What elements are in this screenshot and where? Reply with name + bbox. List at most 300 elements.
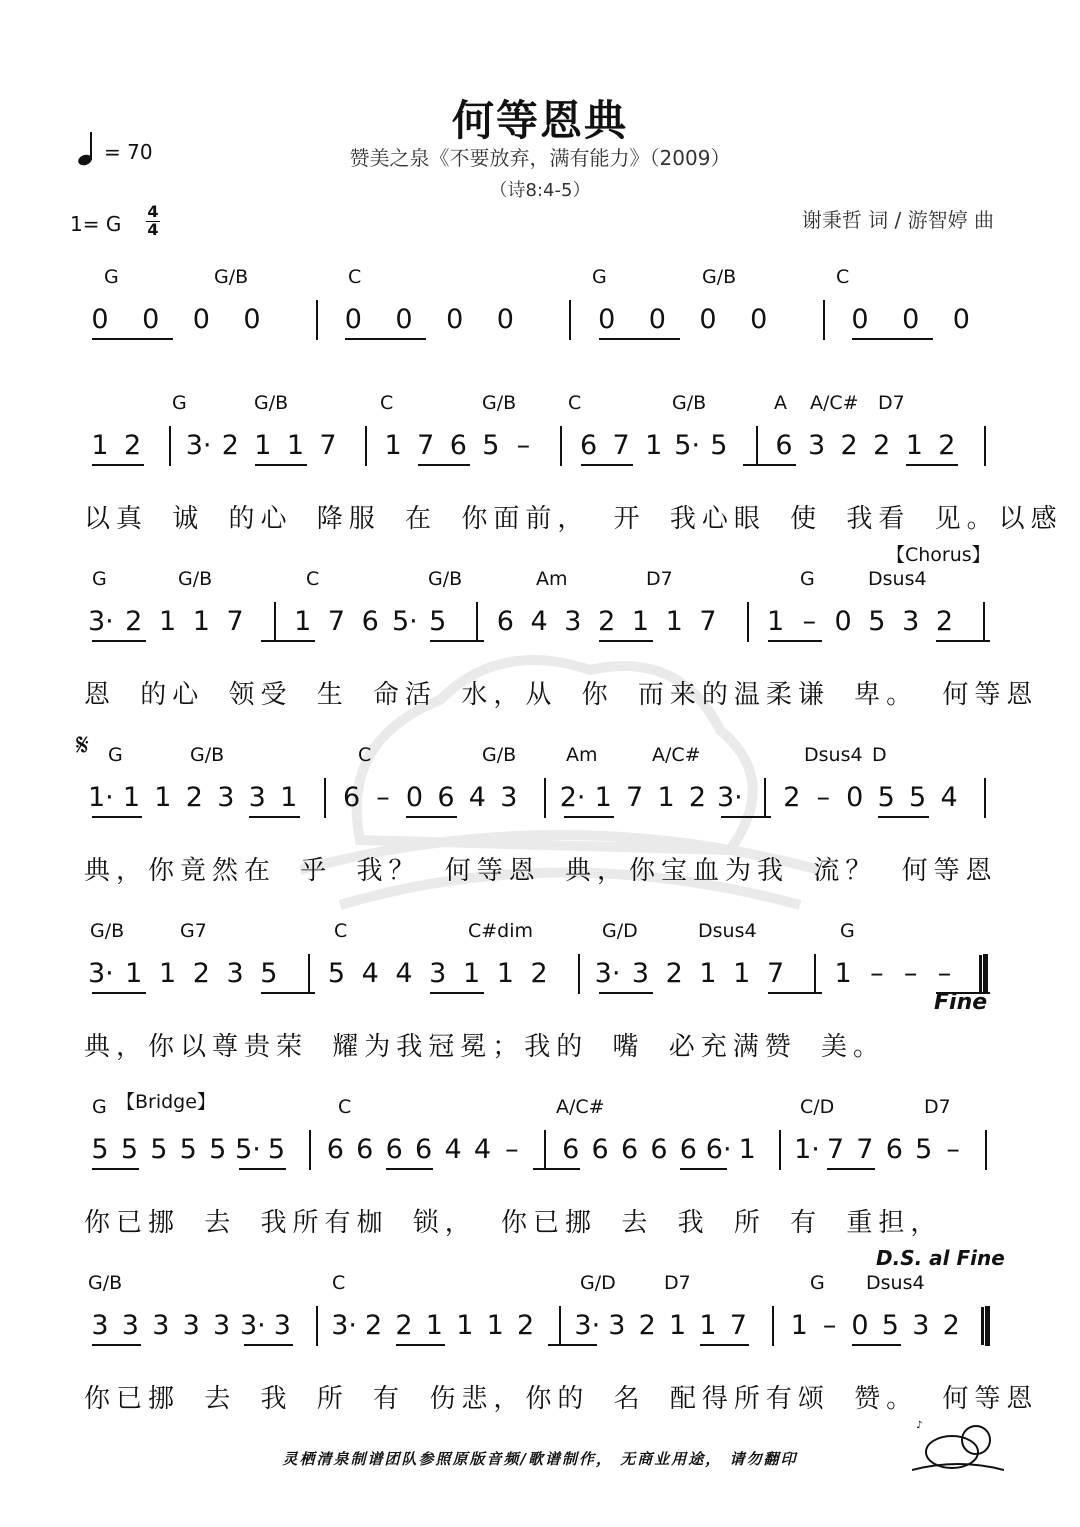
note: 1 bbox=[905, 430, 923, 461]
note-row bbox=[0, 1310, 1080, 1370]
note-row bbox=[0, 958, 1080, 1018]
note: 3 bbox=[217, 782, 235, 813]
note: 3· bbox=[240, 1310, 266, 1341]
chord-symbol: G/B bbox=[90, 920, 125, 942]
note: 4 bbox=[395, 958, 413, 989]
chord-symbol: D7 bbox=[878, 392, 905, 414]
fine-marker: Fine bbox=[934, 990, 988, 1015]
album-source: 赞美之泉《不要放弃，满有能力》（2009） bbox=[349, 146, 731, 170]
chord-symbol: D7 bbox=[924, 1096, 951, 1118]
chord-symbol: G/B bbox=[254, 392, 289, 414]
note: 6 bbox=[326, 1134, 344, 1165]
note: 3· bbox=[88, 606, 114, 637]
note: 7 bbox=[319, 430, 337, 461]
note: 1 bbox=[669, 1310, 687, 1341]
note: 3· bbox=[331, 1310, 357, 1341]
note: 5 bbox=[482, 430, 500, 461]
note: 1 bbox=[631, 606, 650, 637]
note: 3 bbox=[564, 606, 582, 637]
note: 3· bbox=[185, 430, 212, 461]
note: 1 bbox=[462, 958, 481, 989]
note: 2 bbox=[688, 782, 707, 813]
credits: 谢秉哲 词 / 游智婷 曲 bbox=[801, 208, 994, 232]
beam-underline bbox=[92, 1344, 141, 1346]
chord-symbol: Dsus4 bbox=[866, 1272, 925, 1294]
note: 0 bbox=[142, 304, 160, 335]
note-row bbox=[0, 782, 1080, 842]
note: 3 bbox=[902, 606, 920, 637]
svg-text:♪: ♪ bbox=[916, 1420, 923, 1431]
chord-symbol: G bbox=[810, 1272, 825, 1294]
beam-underline bbox=[92, 464, 144, 466]
bar-line bbox=[569, 300, 571, 340]
note: 6 bbox=[385, 1134, 403, 1165]
beam-underline bbox=[581, 464, 633, 466]
chord-symbol: A/C# bbox=[652, 744, 701, 766]
note-row bbox=[0, 430, 1080, 490]
note: 0 bbox=[243, 304, 261, 335]
note: 2 bbox=[783, 782, 801, 813]
chord-symbol: C#dim bbox=[468, 920, 534, 942]
key-signature: 1= G bbox=[70, 212, 122, 236]
beam-underline bbox=[852, 1344, 901, 1346]
note: 1 bbox=[486, 1310, 504, 1341]
beam-underline bbox=[680, 1168, 727, 1170]
note: 5 bbox=[179, 1134, 197, 1165]
beam-underline bbox=[92, 816, 142, 818]
chord-symbol: G/B bbox=[428, 568, 463, 590]
chord-symbol: C bbox=[348, 266, 362, 288]
beam-underline bbox=[599, 640, 653, 642]
beam-underline bbox=[239, 1168, 286, 1170]
note: 4 bbox=[468, 782, 486, 813]
bar-line bbox=[309, 1130, 311, 1170]
note: – bbox=[946, 1134, 960, 1165]
chord-symbol: G/B bbox=[672, 392, 707, 414]
beam-underline bbox=[906, 464, 958, 466]
beam-underline bbox=[852, 338, 933, 340]
chord-symbol: G bbox=[800, 568, 815, 590]
sheep-logo-icon bbox=[912, 1418, 1004, 1474]
note: 6 bbox=[650, 1134, 668, 1165]
beam-underline bbox=[418, 464, 470, 466]
beam-underline bbox=[92, 1168, 139, 1170]
chord-symbol: C bbox=[332, 1272, 346, 1294]
note: 0 bbox=[846, 782, 864, 813]
bar-line bbox=[756, 426, 758, 466]
chord-symbol: G/B bbox=[214, 266, 249, 288]
note: 6 bbox=[775, 430, 793, 461]
chord-symbol: G/B bbox=[190, 744, 225, 766]
note: 1 bbox=[699, 958, 717, 989]
note: 3 bbox=[91, 1310, 109, 1341]
chord-symbol: Dsus4 bbox=[868, 568, 927, 590]
note: 2 bbox=[665, 958, 683, 989]
beam-underline bbox=[261, 640, 315, 642]
note: 2 bbox=[638, 1310, 656, 1341]
note: 2 bbox=[598, 606, 616, 637]
note: 6 bbox=[415, 1134, 433, 1165]
note: 1 bbox=[790, 1310, 808, 1341]
bar-line bbox=[169, 426, 171, 466]
note: 2 bbox=[517, 1310, 535, 1341]
note: 3 bbox=[912, 1310, 930, 1341]
note: 6 bbox=[361, 606, 379, 637]
note: 5 bbox=[327, 958, 346, 989]
beam-underline bbox=[599, 338, 680, 340]
bar-line bbox=[316, 1306, 318, 1346]
bar-line bbox=[983, 602, 985, 642]
note: 3· bbox=[716, 782, 743, 813]
lyric-line: 恩 的心 领受 生 命活 水，从 你 而来的温柔谦 卑。 何等恩 bbox=[84, 680, 1039, 710]
note: 2 bbox=[873, 430, 891, 461]
bar-line bbox=[559, 1306, 561, 1346]
note: 1 bbox=[766, 606, 785, 637]
segno-icon: 𝄋 bbox=[76, 728, 89, 763]
chord-symbol: G7 bbox=[180, 920, 207, 942]
note: 2 bbox=[123, 430, 142, 461]
chord-symbol: G bbox=[108, 744, 123, 766]
chord-symbol: A/C# bbox=[810, 392, 859, 414]
note: 3 bbox=[213, 1310, 231, 1341]
beam-underline bbox=[768, 640, 822, 642]
bar-line bbox=[308, 954, 310, 994]
note: 0 bbox=[344, 304, 362, 335]
note: 6 bbox=[579, 430, 598, 461]
beam-underline bbox=[721, 816, 771, 818]
note: 3· bbox=[594, 958, 621, 989]
note: 0 bbox=[834, 606, 852, 637]
beam-underline bbox=[548, 1344, 597, 1346]
note: 7 bbox=[856, 1134, 874, 1165]
note: 3 bbox=[429, 958, 447, 989]
note: 0 bbox=[851, 304, 869, 335]
note: 5· bbox=[235, 1134, 261, 1165]
beam-underline bbox=[599, 992, 653, 994]
note: 1 bbox=[733, 958, 751, 989]
note: 5 bbox=[909, 782, 927, 813]
lyric-line: 以真 诚 的心 降服 在 你面前， 开 我心眼 使 我看 见。以感 bbox=[84, 504, 1063, 534]
note: 2 bbox=[938, 430, 956, 461]
note: 1 bbox=[657, 782, 675, 813]
note: 5 bbox=[260, 958, 278, 989]
chord-symbol: C bbox=[334, 920, 348, 942]
bar-line bbox=[578, 954, 580, 994]
note: 4 bbox=[361, 958, 379, 989]
note: 0 bbox=[851, 1310, 869, 1341]
chord-symbol: D7 bbox=[664, 1272, 691, 1294]
chord-symbol: C bbox=[836, 266, 850, 288]
note: 3· bbox=[574, 1310, 601, 1341]
note: 7 bbox=[327, 606, 346, 637]
note: 1 bbox=[294, 606, 312, 637]
chord-symbol: Am bbox=[566, 744, 598, 766]
chord-symbol: C/D bbox=[800, 1096, 835, 1118]
note: 6 bbox=[620, 1134, 639, 1165]
note: 6 bbox=[885, 1134, 903, 1165]
note: 1 bbox=[456, 1310, 474, 1341]
beam-underline bbox=[244, 1344, 293, 1346]
note: 4 bbox=[940, 782, 958, 813]
beam-underline bbox=[92, 338, 173, 340]
note: 1 bbox=[91, 430, 109, 461]
note: 5 bbox=[120, 1134, 138, 1165]
note: 2 bbox=[185, 782, 203, 813]
chord-symbol: A/C# bbox=[556, 1096, 605, 1118]
beam-underline bbox=[768, 992, 822, 994]
note: 6 bbox=[342, 782, 361, 813]
note: – bbox=[937, 958, 952, 989]
note: 7 bbox=[766, 958, 785, 989]
note: 5· bbox=[674, 430, 701, 461]
note: 0 bbox=[91, 304, 109, 335]
beam-underline bbox=[255, 464, 307, 466]
note: 5 bbox=[429, 606, 447, 637]
note: 1 bbox=[254, 430, 272, 461]
note: 5 bbox=[91, 1134, 109, 1165]
chord-symbol: G bbox=[840, 920, 855, 942]
note: 6 bbox=[591, 1134, 609, 1165]
beam-underline bbox=[345, 338, 426, 340]
note: 6 bbox=[356, 1134, 374, 1165]
note: 1 bbox=[192, 606, 210, 637]
note: 1 bbox=[158, 606, 177, 637]
lyric-line: 你已挪 去 我所有枷 锁， 你已挪 去 我 所 有 重担， bbox=[84, 1208, 943, 1238]
chord-symbol: G bbox=[92, 568, 107, 590]
note: 1 bbox=[594, 782, 612, 813]
note: 0 bbox=[952, 304, 970, 335]
beam-underline bbox=[92, 640, 146, 642]
note: 5 bbox=[915, 1134, 933, 1165]
note: 6· bbox=[705, 1134, 732, 1165]
beam-underline bbox=[936, 640, 990, 642]
note: 0 bbox=[405, 782, 424, 813]
bar-line bbox=[274, 602, 276, 642]
bar-line bbox=[365, 426, 367, 466]
note: 1 bbox=[496, 958, 514, 989]
note: 3 bbox=[807, 430, 826, 461]
bar-line bbox=[560, 426, 562, 466]
note: 3 bbox=[152, 1310, 170, 1341]
bar-line bbox=[544, 1130, 546, 1170]
note: – bbox=[802, 606, 817, 637]
note: 7 bbox=[612, 430, 630, 461]
note: 6 bbox=[449, 430, 467, 461]
bar-line bbox=[772, 1306, 774, 1346]
note: 3 bbox=[121, 1310, 139, 1341]
note: 2 bbox=[395, 1310, 413, 1341]
note: 4 bbox=[473, 1134, 492, 1165]
chord-symbol: G bbox=[592, 266, 607, 288]
chord-symbol: Am bbox=[536, 568, 568, 590]
note: 1 bbox=[125, 958, 143, 989]
note: 3 bbox=[248, 782, 266, 813]
note: 1 bbox=[280, 782, 298, 813]
chord-symbol: G bbox=[104, 266, 119, 288]
beam-underline bbox=[827, 1168, 874, 1170]
chord-symbol: C bbox=[338, 1096, 352, 1118]
bar-line bbox=[764, 778, 766, 818]
note: – bbox=[516, 430, 531, 461]
beam-underline bbox=[386, 1168, 433, 1170]
beam-underline bbox=[406, 816, 456, 818]
song-title: 何等恩典 bbox=[451, 96, 628, 145]
chord-symbol: G/B bbox=[702, 266, 737, 288]
beam-underline bbox=[261, 992, 315, 994]
note: 3 bbox=[273, 1310, 291, 1341]
note: 6 bbox=[562, 1134, 580, 1165]
note: 1 bbox=[665, 606, 683, 637]
beam-underline bbox=[878, 816, 928, 818]
bridge-marker: 【Bridge】 bbox=[116, 1091, 216, 1113]
note: 1 bbox=[645, 430, 663, 461]
chord-symbol: G bbox=[172, 392, 187, 414]
bar-line bbox=[779, 1130, 781, 1170]
chord-symbol: Dsus4 bbox=[804, 744, 863, 766]
chord-symbol: G bbox=[92, 1096, 107, 1118]
bar-line bbox=[324, 778, 326, 818]
note: 0 bbox=[902, 304, 920, 335]
chord-symbol: C bbox=[306, 568, 320, 590]
chord-symbol: G/B bbox=[88, 1272, 123, 1294]
note: 7 bbox=[626, 782, 644, 813]
note-row bbox=[0, 1134, 1080, 1194]
note: 0 bbox=[648, 304, 666, 335]
chord-symbol: C bbox=[568, 392, 582, 414]
note: 0 bbox=[598, 304, 616, 335]
note: 1· bbox=[794, 1134, 820, 1165]
note: 6 bbox=[496, 606, 514, 637]
bar-line bbox=[823, 300, 825, 340]
note: 5 bbox=[710, 430, 728, 461]
note: 0 bbox=[192, 304, 210, 335]
ds-al-fine-marker: D.S. al Fine bbox=[876, 1246, 1005, 1270]
lyric-line: 你已挪 去 我 所 有 伤悲，你的 名 配得所有颂 赞。 何等恩 bbox=[84, 1384, 1039, 1414]
note: 5 bbox=[868, 606, 886, 637]
note: 1 bbox=[699, 1310, 717, 1341]
lyric-line: 典，你竟然在 乎 我？ 何等恩 典，你宝血为我 流？ 何等恩 bbox=[84, 856, 998, 886]
chord-symbol: C bbox=[380, 392, 394, 414]
beam-underline bbox=[700, 1344, 749, 1346]
note: 1 bbox=[384, 430, 402, 461]
note: 7 bbox=[729, 1310, 747, 1341]
time-signature: 4 4 bbox=[147, 202, 159, 239]
bar-line bbox=[984, 778, 986, 818]
note: 5 bbox=[209, 1134, 227, 1165]
bar-line bbox=[316, 300, 318, 340]
beam-underline bbox=[249, 816, 299, 818]
note: 6 bbox=[679, 1134, 697, 1165]
note: 7 bbox=[226, 606, 244, 637]
note: 3 bbox=[182, 1310, 200, 1341]
note: – bbox=[376, 782, 390, 813]
note: 2 bbox=[935, 606, 954, 637]
note: 1 bbox=[158, 958, 177, 989]
chord-symbol: A bbox=[774, 392, 787, 414]
note: 0 bbox=[699, 304, 717, 335]
note: 6 bbox=[437, 782, 455, 813]
note: 2 bbox=[942, 1310, 960, 1341]
note: 5 bbox=[881, 1310, 899, 1341]
chord-symbol: G/B bbox=[178, 568, 213, 590]
note: 5 bbox=[150, 1134, 168, 1165]
note: 1 bbox=[738, 1134, 756, 1165]
note: 5· bbox=[392, 606, 418, 637]
beam-underline bbox=[533, 1168, 580, 1170]
tempo-marking: = 70 bbox=[104, 140, 153, 164]
note: 2 bbox=[530, 958, 548, 989]
note: 7 bbox=[826, 1134, 845, 1165]
note: – bbox=[870, 958, 884, 989]
chord-symbol: G/B bbox=[482, 392, 517, 414]
beam-underline bbox=[430, 640, 484, 642]
note: 1 bbox=[834, 958, 852, 989]
note: 2 bbox=[221, 430, 239, 461]
note: – bbox=[816, 782, 831, 813]
note: 1 bbox=[154, 782, 172, 813]
note-row bbox=[0, 304, 1080, 364]
chord-symbol: Dsus4 bbox=[698, 920, 757, 942]
note: 7 bbox=[699, 606, 717, 637]
beam-underline bbox=[92, 992, 146, 994]
bar-line bbox=[476, 602, 478, 642]
footer-note: 灵栖清泉制谱团队参照原版音频/歌谱制作， 无商业用途， 请勿翻印 bbox=[282, 1450, 798, 1468]
note: 3 bbox=[608, 1310, 626, 1341]
note: – bbox=[822, 1310, 837, 1341]
bar-line bbox=[984, 426, 986, 466]
bar-line bbox=[985, 1130, 987, 1170]
beam-underline bbox=[430, 992, 484, 994]
note: 2 bbox=[365, 1310, 383, 1341]
note-row bbox=[0, 606, 1080, 666]
note: 3 bbox=[226, 958, 244, 989]
chord-symbol: G/D bbox=[602, 920, 638, 942]
beam-underline bbox=[564, 816, 614, 818]
note: 3 bbox=[631, 958, 650, 989]
note: – bbox=[903, 958, 918, 989]
note: 3· bbox=[88, 958, 114, 989]
note: – bbox=[505, 1134, 519, 1165]
bar-line bbox=[747, 602, 749, 642]
note: 0 bbox=[446, 304, 464, 335]
chord-symbol: G/B bbox=[482, 744, 517, 766]
bar-line bbox=[983, 954, 988, 994]
beam-underline bbox=[396, 1344, 445, 1346]
note: 4 bbox=[530, 606, 548, 637]
bar-line bbox=[814, 954, 816, 994]
note: 5 bbox=[877, 782, 895, 813]
lyric-line: 典，你以尊贵荣 耀为我冠冕；我的 嘴 必充满赞 美。 bbox=[84, 1032, 886, 1062]
note: 2 bbox=[840, 430, 858, 461]
chord-symbol: C bbox=[358, 744, 372, 766]
chorus-marker: 【Chorus】 bbox=[886, 544, 991, 566]
note: 4 bbox=[444, 1134, 462, 1165]
note: 5 bbox=[267, 1134, 286, 1165]
note: 3 bbox=[500, 782, 518, 813]
chord-symbol: D bbox=[872, 744, 887, 766]
scripture-reference: （诗8:4-5） bbox=[489, 180, 591, 201]
note: 0 bbox=[496, 304, 514, 335]
bar-line bbox=[544, 778, 546, 818]
note: 2 bbox=[192, 958, 210, 989]
note: 0 bbox=[750, 304, 768, 335]
note: 0 bbox=[395, 304, 413, 335]
note: 1 bbox=[286, 430, 305, 461]
note: 1· bbox=[88, 782, 114, 813]
chord-symbol: D7 bbox=[646, 568, 673, 590]
note: 7 bbox=[417, 430, 435, 461]
beam-underline bbox=[743, 464, 795, 466]
